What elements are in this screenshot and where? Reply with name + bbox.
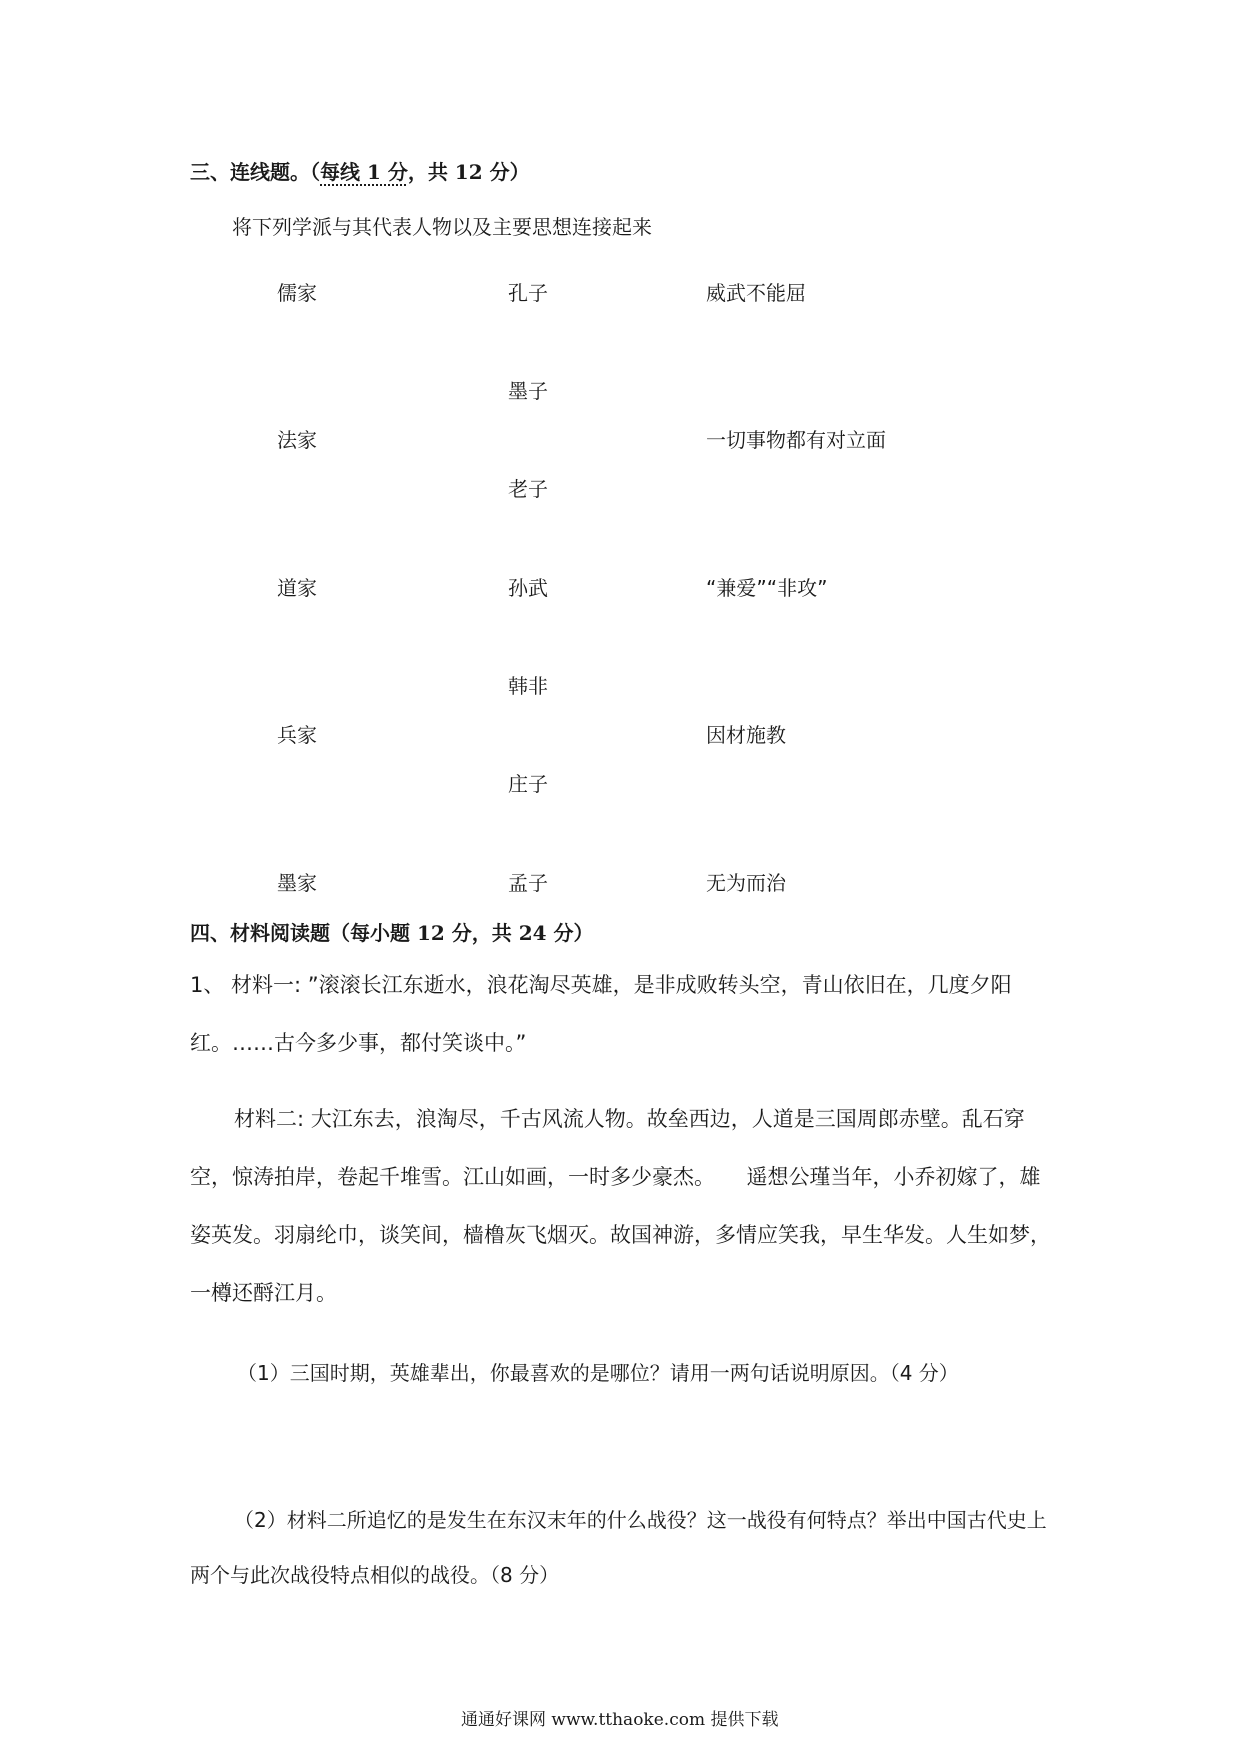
person-item: 孟子 bbox=[508, 871, 548, 895]
person-item: 孙武 bbox=[508, 576, 548, 600]
question-1: （1）三国时期，英雄辈出，你最喜欢的是哪位？请用一两句话说明原因。（4 分） bbox=[237, 1361, 959, 1385]
person-item: 庄子 bbox=[508, 772, 548, 796]
material-one-paragraph: 1、 材料一: ”滚滚长江东逝水，浪花淘尽英雄，是非成败转头空，青山依旧在，几度夕阳红。……古今多少事，都付笑谈中。” bbox=[190, 973, 1012, 1055]
section3-heading-prefix: 三、连线题。（ bbox=[190, 160, 320, 184]
idea-item: 一切事物都有对立面 bbox=[706, 428, 886, 452]
section3-heading bbox=[190, 156, 530, 185]
idea-item: 因材施教 bbox=[706, 723, 786, 747]
idea-item: 无为而治 bbox=[706, 871, 786, 895]
person-item: 韩非 bbox=[508, 674, 548, 698]
school-item: 儒家 bbox=[277, 281, 317, 305]
footer-credit: 通通好课网 www.tthaoke.com 提供下载 bbox=[461, 1710, 779, 1730]
school-item: 墨家 bbox=[277, 871, 317, 895]
idea-item: 威武不能屈 bbox=[706, 281, 806, 305]
person-item: 墨子 bbox=[508, 379, 548, 403]
section3-heading-dotted: 每线 1 分 bbox=[320, 160, 408, 184]
idea-item: “兼爱”“非攻” bbox=[706, 576, 828, 600]
section4-heading: 四、材料阅读题（每小题 12 分，共 24 分） bbox=[190, 921, 594, 945]
material-two-paragraph: 材料二: 大江东去，浪淘尽，千古风流人物。故垒西边，人道是三国周郎赤壁。乱石穿空，惊涛拍岸，卷起千堆雪。江山如画，一时多少豪杰。 遥想公瑾当年，小乔初嫁了，雄姿英发。羽扇纶巾，谈笑间，樯橹灰飞烟灭。故国神游，多情应笑我，早生华发。人生如梦，一樽还酹江月。 bbox=[190, 1107, 1051, 1305]
section3-instruction: 将下列学派与其代表人物以及主要思想连接起来 bbox=[232, 215, 652, 239]
school-item: 道家 bbox=[277, 576, 317, 600]
person-item: 孔子 bbox=[508, 281, 548, 305]
person-item: 老子 bbox=[508, 477, 548, 501]
school-item: 法家 bbox=[277, 428, 317, 452]
school-item: 兵家 bbox=[277, 723, 317, 747]
question-2: （2）材料二所追忆的是发生在东汉末年的什么战役？这一战役有何特点？举出中国古代史上两个与此次战役特点相似的战役。（8 分） bbox=[190, 1508, 1047, 1587]
section3-heading-suffix: ，共 12 分） bbox=[407, 160, 530, 184]
